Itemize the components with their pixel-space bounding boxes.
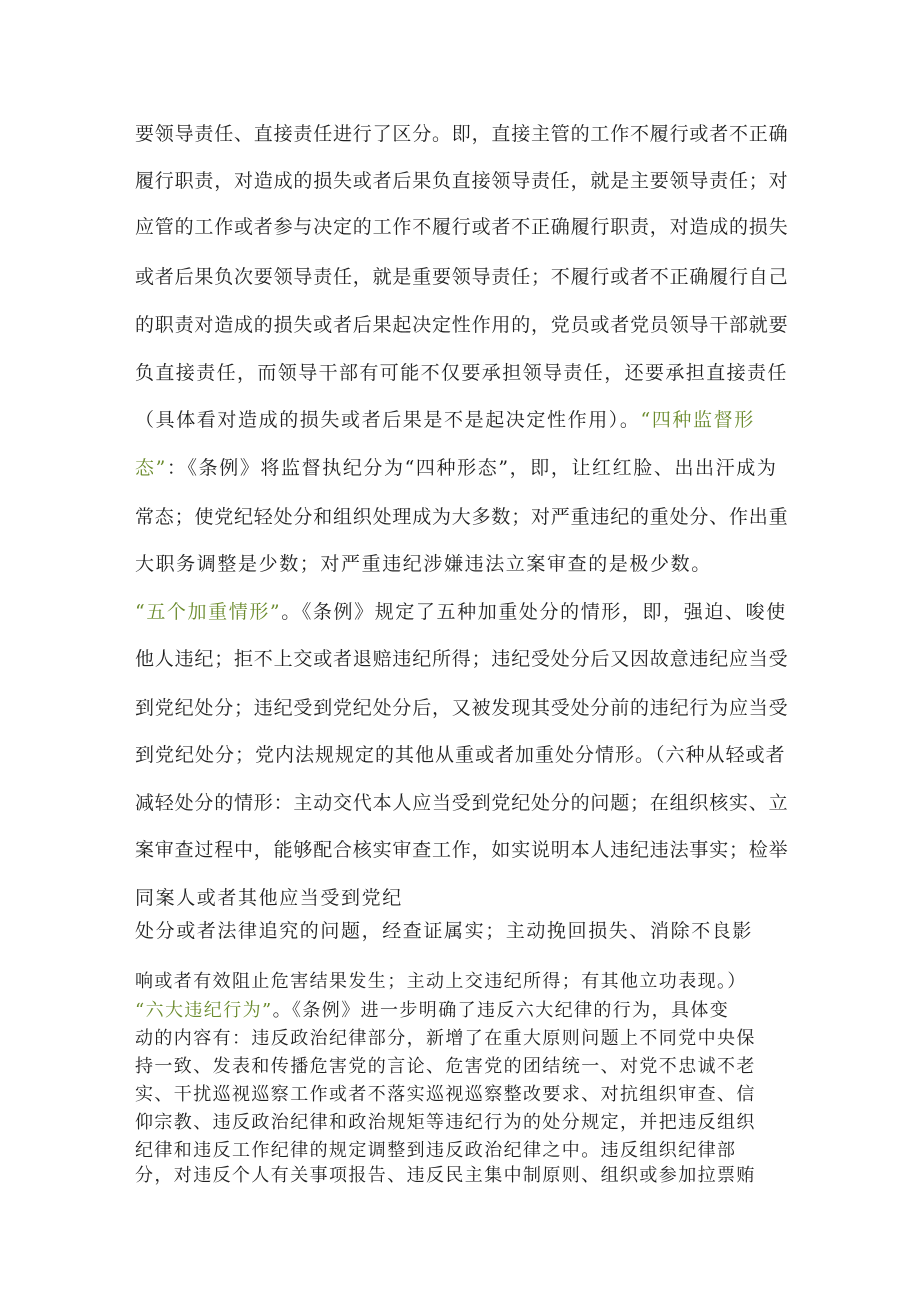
highlight-term: “五个加重情形” bbox=[135, 601, 282, 623]
text-line bbox=[135, 742, 790, 768]
text-line bbox=[135, 504, 790, 530]
text-line bbox=[135, 455, 790, 481]
line-segment: 处分或者法律追究的问题，经查证属实；主动挽回损失、消除不良影 bbox=[135, 920, 754, 942]
line-segment: 大职务调整是少数；对严重违纪涉嫌违法立案审查的是极少数。 bbox=[135, 553, 712, 575]
line-segment: 或者后果负次要领导责任，就是重要领导责任；不履行或者不正确履行自己 bbox=[135, 266, 789, 288]
line-segment: 要领导责任、直接责任进行了区分。即，直接主管的工作不履行或者不正确 bbox=[135, 123, 789, 145]
highlight-term: “六大违纪行为” bbox=[135, 1000, 273, 1021]
text-line bbox=[135, 1163, 790, 1189]
text-line bbox=[135, 1110, 790, 1136]
highlight-term: 态” bbox=[135, 457, 167, 479]
text-line bbox=[135, 1054, 790, 1080]
line-segment: 负直接责任，而领导干部有可能不仅要承担领导责任，还要承担直接责任 bbox=[135, 362, 788, 384]
text-line bbox=[135, 646, 790, 672]
line-segment: 纪律和违反工作纪律的规定调整到违反政治纪律之中。违反组织纪律部 bbox=[135, 1140, 737, 1161]
text-line bbox=[135, 695, 790, 721]
text-line bbox=[135, 885, 790, 911]
text-line bbox=[135, 407, 790, 433]
line-segment: 他人违纪；拒不上交或者退赔违纪所得；违纪受处分后又因故意违纪应当受 bbox=[135, 648, 789, 670]
text-line bbox=[135, 599, 790, 625]
text-line bbox=[135, 121, 790, 147]
line-segment: 的职责对造成的损失或者后果起决定性作用的，党员或者党员领导干部就要 bbox=[135, 314, 789, 336]
line-segment: 仰宗教、违反政治纪律和政治规矩等违纪行为的处分规定，并把违反组织 bbox=[135, 1112, 756, 1133]
line-segment: 应管的工作或者参与决定的工作不履行或者不正确履行职责，对造成的损失 bbox=[135, 216, 789, 238]
line-segment: 到党纪处分；违纪受到党纪处分后，又被发现其受处分前的违纪行为应当受 bbox=[135, 697, 789, 719]
text-line bbox=[135, 790, 790, 816]
line-segment: 分，对违反个人有关事项报告、违反民主集中制原则、组织或参加拉票贿 bbox=[135, 1165, 756, 1186]
text-line bbox=[135, 1138, 790, 1164]
line-segment: 常态；使党纪轻处分和组织处理成为大多数；对严重违纪的重处分、作出重 bbox=[135, 506, 789, 528]
line-segment: （具体看对造成的损失或者后果是不是起决定性作用）。 bbox=[135, 409, 641, 431]
line-segment: 案审查过程中，能够配合核实审查工作，如实说明本人违纪违法事实；检举 bbox=[135, 839, 789, 861]
text-line bbox=[135, 998, 790, 1024]
line-segment: 持一致、发表和传播危害党的言论、危害党的团结统一、对党不忠诚不老 bbox=[135, 1056, 756, 1077]
text-line bbox=[135, 551, 790, 577]
line-segment: 响或者有效阻止危害结果发生；主动上交违纪所得；有其他立功表现。） bbox=[135, 971, 747, 992]
text-line bbox=[135, 360, 790, 386]
text-line bbox=[135, 168, 790, 194]
line-segment: 同案人或者其他应当受到党纪 bbox=[135, 887, 403, 909]
text-line bbox=[135, 969, 790, 995]
text-line bbox=[135, 1026, 790, 1052]
text-line bbox=[135, 837, 790, 863]
line-segment: 到党纪处分；党内法规规定的其他从重或者加重处分情形。（六种从轻或者 bbox=[135, 744, 786, 766]
text-line bbox=[135, 214, 790, 240]
text-line bbox=[135, 312, 790, 338]
line-segment: ：《条例》将监督执纪分为“四种形态”，即，让红红脸、出出汗成为 bbox=[166, 457, 778, 479]
line-segment: 动的内容有：违反政治纪律部分，新增了在重大原则问题上不同党中央保 bbox=[135, 1028, 756, 1049]
text-line bbox=[135, 1082, 790, 1108]
line-segment: 履行职责，对造成的损失或者后果负直接领导责任，就是主要领导责任；对 bbox=[135, 170, 789, 192]
text-line bbox=[135, 918, 790, 944]
line-segment: 实、干扰巡视巡察工作或者不落实巡视巡察整改要求、对抗组织审查、信 bbox=[135, 1084, 756, 1105]
text-line bbox=[135, 264, 790, 290]
line-segment: 。《条例》进一步明确了违反六大纪律的行为，具体变 bbox=[272, 1000, 730, 1021]
line-segment: 。《条例》规定了五种加重处分的情形，即，强迫、唆使 bbox=[281, 601, 787, 623]
highlight-term: “四种监督形 bbox=[640, 409, 755, 431]
line-segment: 减轻处分的情形：主动交代本人应当受到党纪处分的问题；在组织核实、立 bbox=[135, 792, 789, 814]
